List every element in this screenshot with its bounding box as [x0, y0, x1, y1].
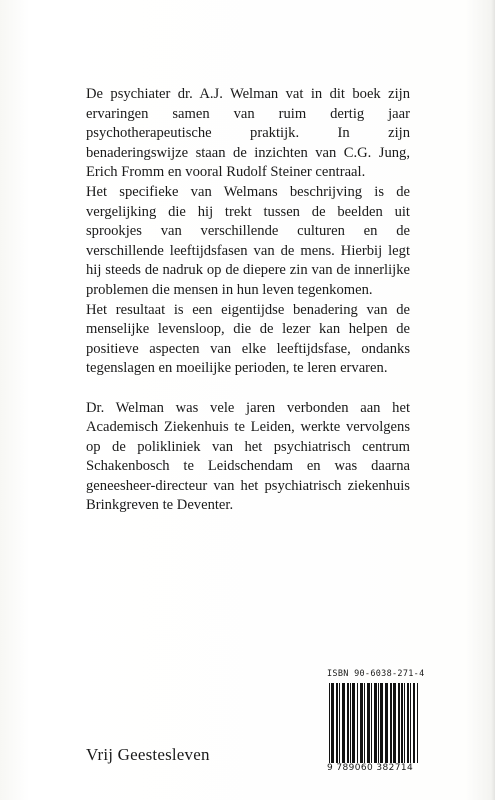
barcode-bar	[413, 683, 415, 763]
paragraph-gap	[86, 379, 410, 399]
barcode-bar	[407, 683, 409, 763]
blurb-text	[86, 85, 410, 516]
barcode-bar	[410, 683, 411, 763]
barcode-bar	[331, 683, 334, 763]
barcode-bar	[401, 683, 403, 763]
barcode-bar	[342, 683, 345, 763]
barcode-bar	[404, 683, 405, 763]
blurb-paragraph-2: Het specifieke van Welmans beschrijving is de vergelijking die hij trekt tussen de beelden uit sprookjes van verschillende culturen en de verschillende leeftijdsfasen van de mens. Hierbij legt hij steeds de nadruk op de diepere zin van de innerlijke problemen die mensen in hun leven tegenkomen.	[86, 183, 410, 298]
barcode-bar	[336, 683, 338, 763]
barcode-bar	[364, 683, 365, 763]
blurb-paragraph-1: De psychiater dr. A.J. Welman vat in dit boek zijn ervaringen samen van ruim dertig jaar psychotherapeutische praktijk. In zijn benaderingswijze staan de inzichten van C.G. Jung, Erich Fromm en vooral Rudolf Steiner centraal.	[86, 86, 410, 181]
barcode-bar	[329, 683, 330, 763]
isbn-barcode-block	[327, 669, 425, 779]
author-bio-paragraph: Dr. Welman was vele jaren verbonden aan het Academisch Ziekenhuis te Leiden, werkte vervolgens op de polikliniek van het psychiatrisch centrum Schakenbosch te Leidschendam en was daarna geneesheer-directeur van het psychiatrisch ziekenhuis Brinkgreven te Deventer.	[86, 399, 410, 514]
barcode-bar	[378, 683, 379, 763]
publisher-name: Vrij Geestesleven	[86, 745, 210, 764]
blurb-paragraph-3: Het resultaat is een eigentijdse benadering van de menselijke levensloop, die de lezer kan helpen de positieve aspecten van elke leeftijdsfase, ondanks tegenslagen en moeilijke perioden, te leren ervaren.	[86, 301, 410, 377]
isbn-number: ISBN 90-6038-271-4	[327, 669, 425, 679]
barcode-bar	[393, 683, 396, 763]
barcode-bar	[380, 683, 383, 763]
barcode-bar	[385, 683, 388, 763]
barcode-bar	[417, 683, 418, 763]
barcode-bar	[374, 683, 377, 763]
barcode-bar	[339, 683, 340, 763]
barcode-bar	[347, 683, 349, 763]
barcode-icon	[327, 683, 419, 763]
page-edge-shadow	[491, 0, 495, 800]
barcode-digits: 9 789060 382714	[327, 763, 414, 773]
barcode-bar	[352, 683, 355, 763]
barcode-bar	[357, 683, 358, 763]
barcode-bar	[371, 683, 372, 763]
barcode-bar	[350, 683, 351, 763]
barcode-bar	[390, 683, 392, 763]
barcode-bar	[367, 683, 370, 763]
barcode-bar	[398, 683, 400, 763]
barcode-bar	[360, 683, 363, 763]
